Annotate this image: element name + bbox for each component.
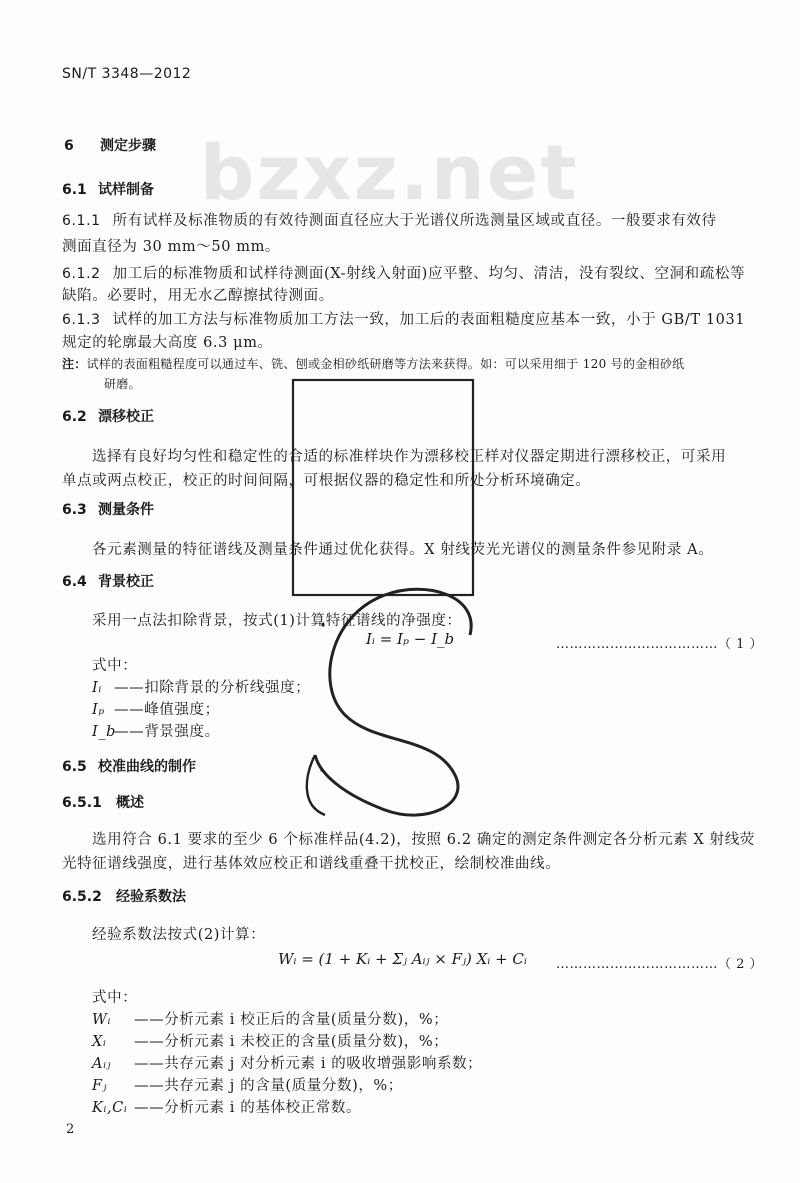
def-symbol: Fⱼ	[92, 1078, 108, 1094]
def-symbol: Wᵢ	[92, 1012, 112, 1028]
def-row	[92, 698, 220, 719]
para-text: 试样的加工方法与标准物质加工方法一致，加工后的表面粗糙度应基本一致，小于 GB/T 1031	[112, 312, 746, 328]
note-text: 试样的表面粗糙程度可以通过车、铣、刨或金相砂纸研磨等方法来获得。如：可以采用细于 120 号的金相砂纸	[86, 357, 685, 371]
watermark: bzxz.net	[200, 128, 579, 217]
section-title: 试样制备	[98, 182, 154, 198]
section-title: 校准曲线的制作	[98, 759, 196, 775]
formula-2: Wᵢ = (1 + Kᵢ + Σⱼ Aᵢⱼ × Fⱼ) Xᵢ + Cᵢ	[278, 950, 527, 968]
clause-number: 6.1.3	[62, 312, 101, 328]
section-number: 6.2	[62, 409, 87, 425]
para-6-2-line1: 选择有良好均匀性和稳定性的合适的标准样块作为漂移校正样对仪器定期进行漂移校正，可采用	[92, 449, 727, 465]
def-row	[92, 1074, 403, 1095]
para-6-5-2-intro: 经验系数法按式(2)计算：	[92, 927, 266, 943]
def-row	[92, 1030, 448, 1051]
def-row	[92, 1052, 482, 1073]
para-6-1-3-line2: 规定的轮廓最大高度 6.3 μm。	[62, 335, 273, 351]
section-title: 概述	[116, 795, 144, 811]
section-6-heading	[64, 135, 156, 155]
section-title: 背景校正	[98, 574, 154, 590]
section-number: 6.5	[62, 759, 87, 775]
para-6-1-2-line1	[62, 262, 745, 283]
section-number: 6.4	[62, 574, 87, 590]
section-6-1-heading	[62, 179, 154, 199]
section-6-5-2-heading	[62, 886, 186, 906]
def-symbol: I_b	[92, 724, 117, 740]
para-6-1-3-line1	[62, 308, 745, 329]
para-6-1-2-line2: 缺陷。必要时，用无水乙醇擦拭待测面。	[62, 288, 334, 304]
def-row	[92, 720, 220, 741]
logo-dot	[320, 768, 323, 771]
def-symbol: Xᵢ	[92, 1034, 107, 1050]
note-line2: 研磨。	[104, 377, 141, 391]
where-label-2: 式中：	[92, 990, 138, 1006]
section-title: 测定步骤	[100, 138, 156, 154]
logo-s-tail	[307, 755, 325, 815]
def-row	[92, 1096, 361, 1117]
def-text: ——分析元素 i 校正后的含量(质量分数)，%；	[134, 1012, 449, 1028]
def-text: ——扣除背景的分析线强度；	[114, 680, 311, 696]
clause-number: 6.1.1	[62, 213, 101, 229]
def-text: ——背景强度。	[114, 724, 220, 740]
section-6-4-heading	[62, 571, 154, 591]
section-title: 经验系数法	[116, 889, 186, 905]
section-number: 6.1	[62, 182, 87, 198]
standard-header: SN/T 3348—2012	[62, 66, 192, 82]
def-text: ——峰值强度；	[114, 702, 220, 718]
formula-1: Iᵢ = Iₚ − I_b	[366, 630, 455, 648]
def-symbol: Kᵢ,Cᵢ	[92, 1100, 128, 1116]
para-6-5-1-line1: 选用符合 6.1 要求的至少 6 个标准样品(4.2)，按照 6.2 确定的测定条件测定各分析元素 X 射线荧	[92, 832, 755, 848]
clause-number: 6.1.2	[62, 266, 101, 282]
def-text: ——分析元素 i 的基体校正常数。	[134, 1100, 362, 1116]
def-symbol: Aᵢⱼ	[92, 1056, 112, 1072]
section-number: 6.5.2	[62, 889, 102, 905]
section-title: 测量条件	[98, 502, 154, 518]
para-6-1-1-line1	[62, 209, 717, 230]
para-6-4-intro: 采用一点法扣除背景，按式(1)计算特征谱线的净强度：	[92, 613, 462, 629]
def-row	[92, 1008, 448, 1029]
def-symbol: Iₚ	[92, 702, 105, 718]
section-6-5-heading	[62, 756, 196, 776]
section-number: 6	[64, 138, 74, 154]
section-6-2-heading	[62, 406, 154, 426]
note-line1	[62, 355, 684, 372]
section-6-3-heading	[62, 499, 154, 519]
section-title: 漂移校正	[98, 409, 154, 425]
def-symbol: Iᵢ	[92, 680, 102, 696]
para-6-5-1-line2: 光特征谱线强度，进行基体效应校正和谱线重叠干扰校正，绘制校准曲线。	[62, 856, 561, 872]
page-number: 2	[66, 1122, 75, 1137]
para-text: 所有试样及标准物质的有效待测面直径应大于光谱仪所选测量区域或直径。一般要求有效待	[112, 213, 717, 229]
section-6-5-1-heading	[62, 792, 144, 812]
def-text: ——共存元素 j 对分析元素 i 的吸收增强影响系数；	[134, 1056, 483, 1072]
formula-1-number: ………………………………（ 1 ）	[556, 637, 764, 652]
para-text: 加工后的标准物质和试样待测面(X-射线入射面)应平整、均匀、清洁，没有裂纹、空洞和疏松等	[112, 266, 746, 282]
where-label-1: 式中：	[92, 658, 138, 674]
def-text: ——共存元素 j 的含量(质量分数)，%；	[134, 1078, 403, 1094]
def-text: ——分析元素 i 未校正的含量(质量分数)，%；	[134, 1034, 449, 1050]
formula-2-number: ………………………………（ 2 ）	[556, 957, 764, 972]
para-6-3-line1: 各元素测量的特征谱线及测量条件通过优化获得。X 射线荧光光谱仪的测量条件参见附录 A。	[92, 542, 714, 558]
note-label: 注：	[62, 357, 87, 371]
def-row	[92, 676, 310, 697]
s-logo-stamp	[275, 355, 495, 825]
section-number: 6.5.1	[62, 795, 102, 811]
para-6-1-1-line2: 测面直径为 30 mm～50 mm。	[62, 239, 281, 255]
para-6-2-line2: 单点或两点校正，校正的时间间隔，可根据仪器的稳定性和所处分析环境确定。	[62, 473, 591, 489]
section-number: 6.3	[62, 502, 87, 518]
